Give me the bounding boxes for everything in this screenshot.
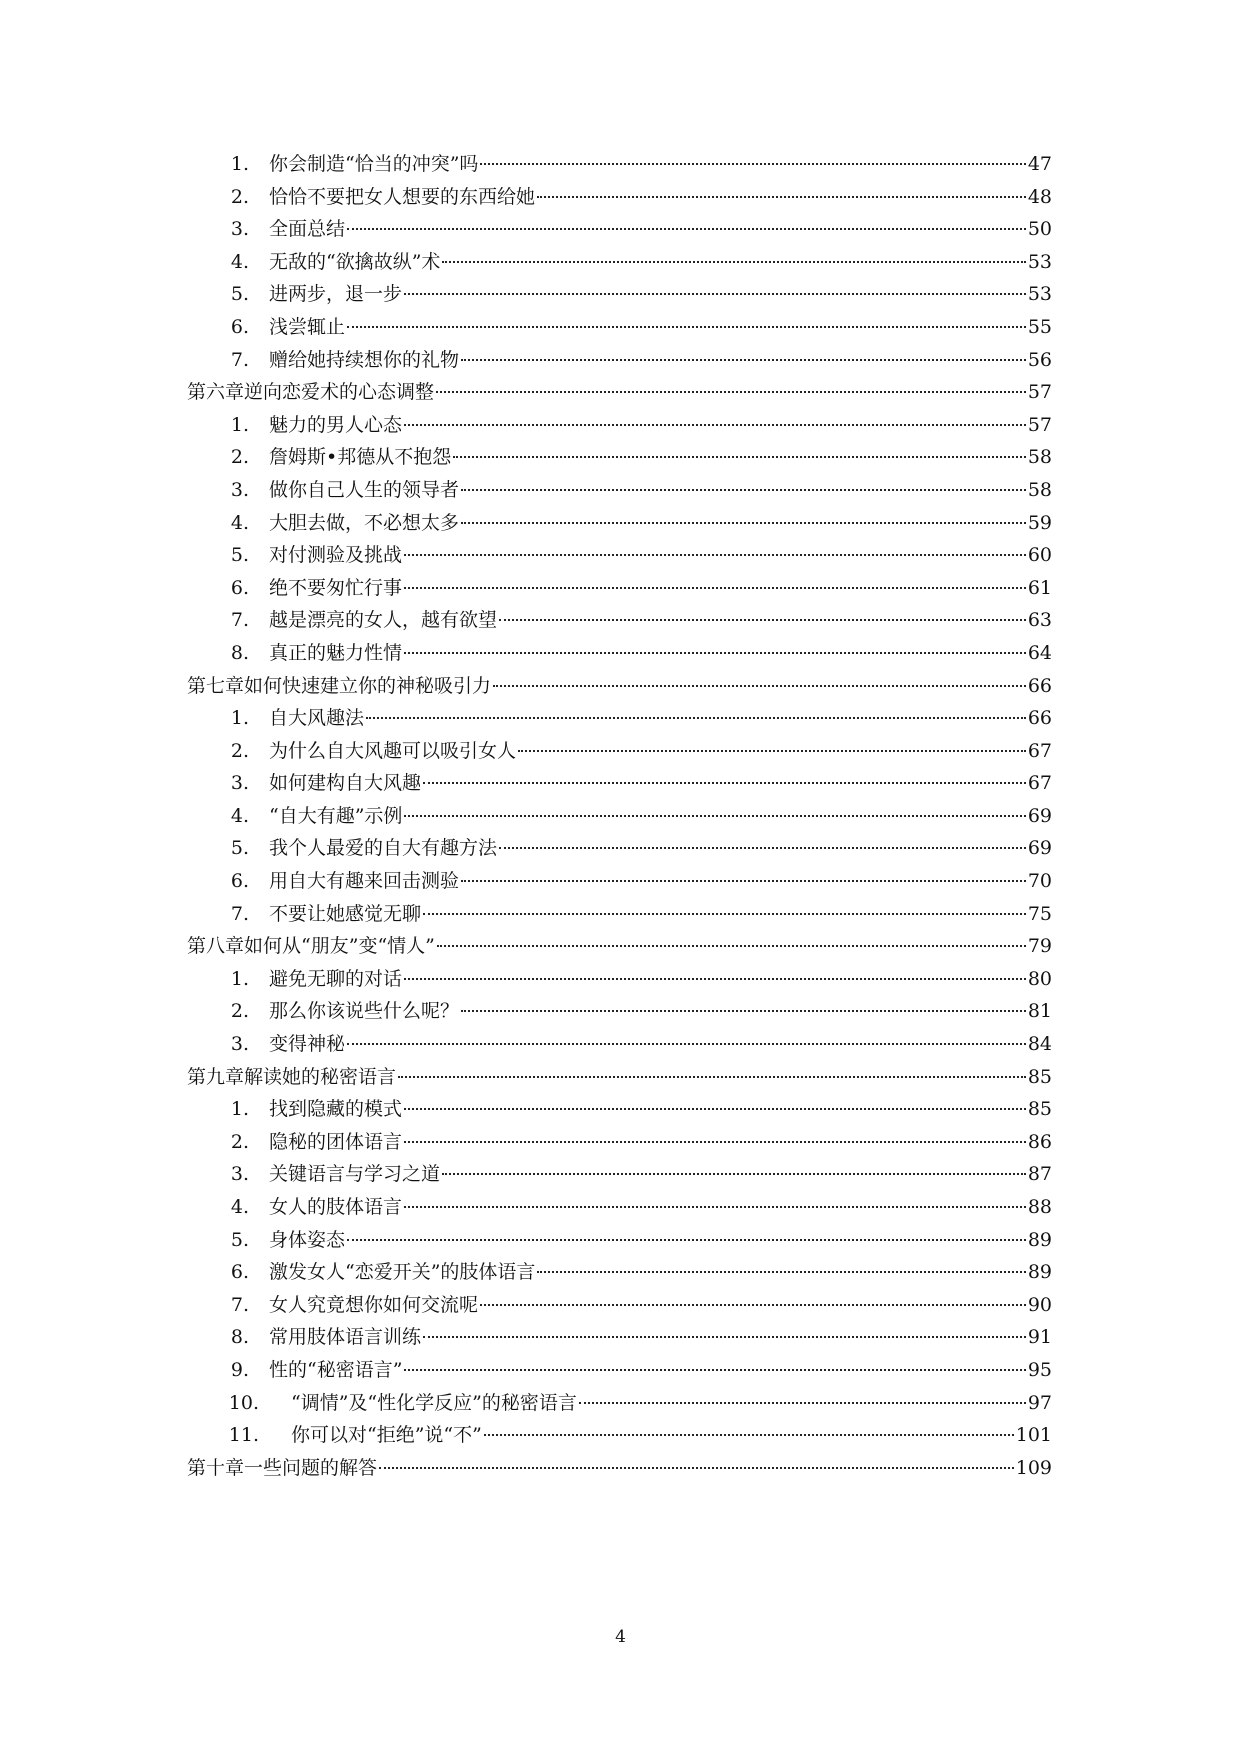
page-reference: 66 [1027,674,1052,697]
section-number: 10. [228,1391,259,1414]
section-title: 自大风趣法 [269,707,365,730]
page-reference: 57 [1027,381,1052,404]
section-number: 2. [230,739,249,762]
toc-section-entry[interactable] [187,767,1052,800]
dot-leader [404,424,1026,426]
section-number: 4. [230,804,249,827]
dot-leader [404,815,1025,817]
section-title: 避免无聊的对话 [269,967,403,990]
section-number: 6. [230,1261,249,1284]
section-number: 1. [230,967,249,990]
toc-section-entry[interactable] [187,1158,1052,1191]
chapter-title: 如何从“朋友”变“情人” [244,935,435,958]
section-number: 1. [230,413,249,436]
toc-section-entry[interactable] [187,1191,1052,1224]
section-number: 5. [230,544,249,567]
section-title: 关键语言与学习之道 [269,1163,441,1186]
page-reference: 75 [1027,902,1052,925]
section-title: 找到隐藏的模式 [269,1098,403,1121]
section-number: 7. [230,609,249,632]
dot-leader [423,913,1026,915]
section-title: 无敌的“欲擒故纵”术 [269,250,441,273]
toc-section-entry[interactable] [187,735,1052,768]
page-reference: 50 [1027,218,1052,241]
dot-leader [518,750,1026,752]
dot-leader [347,326,1026,328]
dot-leader [404,1206,1026,1208]
section-title: 浅尝辄止 [269,315,346,338]
page-reference: 89 [1027,1261,1052,1284]
page-reference: 53 [1027,283,1052,306]
toc-section-entry[interactable] [187,148,1052,181]
page-reference: 81 [1027,1000,1052,1023]
section-title: 对付测验及挑战 [269,544,403,567]
toc-section-entry[interactable] [187,800,1052,833]
toc-section-entry[interactable] [187,832,1052,865]
table-of-contents [187,148,1052,1484]
section-title: 恰恰不要把女人想要的东西给她 [269,185,536,208]
page-reference: 70 [1027,870,1052,893]
section-number: 3. [230,218,249,241]
section-number: 11. [228,1424,259,1447]
section-number: 8. [230,641,249,664]
toc-section-entry[interactable] [187,1224,1052,1257]
page-reference: 69 [1027,804,1052,827]
section-number: 3. [230,1033,249,1056]
dot-leader [404,587,1026,589]
section-number: 6. [230,315,249,338]
toc-section-entry[interactable] [187,409,1052,442]
section-number: 2. [230,185,249,208]
toc-section-entry[interactable] [187,441,1052,474]
section-number: 8. [230,1326,249,1349]
section-title: 不要让她感觉无聊 [269,902,422,925]
toc-section-entry[interactable] [187,1028,1052,1061]
toc-section-entry[interactable] [187,1126,1052,1159]
toc-section-entry[interactable] [187,474,1052,507]
page-reference: 57 [1027,413,1052,436]
section-title: 赠给她持续想你的礼物 [269,348,460,371]
chapter-title: 解读她的秘密语言 [244,1065,397,1088]
section-title: 女人究竟想你如何交流呢 [269,1293,479,1316]
section-title: 为什么自大风趣可以吸引女人 [269,739,517,762]
section-title: 那么你该说些什么呢？ [269,1000,460,1023]
page-reference: 80 [1027,967,1052,990]
chapter-number: 第九章 [187,1065,245,1088]
section-number: 1. [230,707,249,730]
dot-leader [404,978,1026,980]
section-number: 4. [230,511,249,534]
section-number: 7. [230,348,249,371]
section-title: 女人的肢体语言 [269,1196,403,1218]
section-title: 我个人最爱的自大有趣方法 [269,837,498,860]
toc-section-entry[interactable] [187,311,1052,344]
toc-section-entry[interactable] [187,604,1052,637]
section-number: 1. [230,153,249,175]
section-number: 3. [230,1163,249,1186]
section-title: 激发女人“恋爱开关”的肢体语言 [269,1261,536,1284]
dot-leader [461,1010,1026,1012]
toc-section-entry[interactable] [187,507,1052,540]
dot-leader [453,456,1026,458]
section-number: 5. [230,283,249,306]
section-number: 5. [230,837,249,860]
chapter-number: 第十章 [187,1456,245,1479]
dot-leader [461,359,1026,361]
section-title: “调情”及“性化学反应”的秘密语言 [291,1391,577,1414]
toc-section-entry[interactable] [187,1256,1052,1289]
page-reference: 53 [1027,250,1052,273]
dot-leader [461,880,1026,882]
toc-section-entry[interactable] [187,1093,1052,1126]
toc-section-entry[interactable] [187,1289,1052,1322]
section-title: 詹姆斯•邦德从不抱怨 [269,446,452,469]
page-reference: 91 [1027,1326,1052,1349]
page-reference: 59 [1027,511,1052,534]
page-reference: 47 [1027,153,1052,175]
section-title: 全面总结 [269,218,346,241]
section-number: 6. [230,576,249,599]
toc-section-entry[interactable] [187,995,1052,1028]
toc-section-entry[interactable] [187,181,1052,214]
section-number: 5. [230,1228,249,1251]
toc-section-entry[interactable] [187,278,1052,311]
dot-leader [442,1173,1026,1175]
page-reference: 86 [1027,1130,1052,1153]
toc-chapter-entry[interactable] [187,1061,1052,1094]
chapter-title: 如何快速建立你的神秘吸引力 [244,674,492,697]
dot-leader [461,522,1026,524]
section-title: “自大有趣”示例 [269,804,403,827]
page-reference: 67 [1027,739,1052,762]
toc-section-entry[interactable] [187,539,1052,572]
page-reference: 85 [1027,1098,1052,1121]
toc-section-entry[interactable] [187,246,1052,279]
section-number: 7. [230,1293,249,1316]
dot-leader [436,391,1026,393]
section-title: 用自大有趣来回击测验 [269,870,460,893]
chapter-number: 第八章 [187,935,245,958]
chapter-title: 一些问题的解答 [244,1456,378,1479]
section-title: 魅力的男人心态 [269,413,403,436]
chapter-number: 第七章 [187,674,245,697]
page-number: 4 [615,1627,626,1647]
section-number: 3. [230,772,249,795]
toc-section-entry[interactable] [187,572,1052,605]
dot-leader [499,847,1026,849]
section-number: 4. [230,1196,249,1218]
page-reference: 58 [1027,478,1052,501]
toc-section-entry[interactable] [187,1419,1052,1452]
page-reference: 87 [1027,1163,1052,1186]
dot-leader [437,945,1026,947]
dot-leader [366,717,1026,719]
section-title: 做你自己人生的领导者 [269,478,460,501]
section-title: 身体姿态 [269,1228,346,1251]
page-reference: 69 [1027,837,1052,860]
dot-leader [499,619,1026,621]
page-reference: 63 [1027,609,1052,632]
section-title: 性的“秘密语言” [269,1358,403,1381]
dot-leader [404,652,1026,654]
dot-leader [404,1369,1025,1371]
chapter-number: 第六章 [187,381,245,404]
toc-section-entry[interactable] [187,702,1052,735]
dot-leader [579,1402,1026,1404]
toc-section-entry[interactable] [187,213,1052,246]
toc-chapter-entry[interactable] [187,376,1052,409]
section-number: 1. [230,1098,249,1121]
dot-leader [379,1467,1014,1469]
page-reference: 101 [1015,1424,1052,1447]
page-reference: 88 [1027,1196,1052,1218]
section-title: 绝不要匆忙行事 [269,576,403,599]
toc-section-entry[interactable] [187,1387,1052,1420]
section-title: 你可以对“拒绝”说“不” [291,1424,482,1447]
section-number: 7. [230,902,249,925]
page-reference: 97 [1027,1391,1052,1414]
dot-leader [404,293,1026,295]
toc-section-entry[interactable] [187,637,1052,670]
dot-leader [537,196,1026,198]
chapter-title: 逆向恋爱术的心态调整 [244,381,435,404]
dot-leader [423,1336,1026,1338]
page-reference: 64 [1027,641,1052,664]
toc-section-entry[interactable] [187,1354,1052,1387]
section-title: 变得神秘 [269,1033,346,1056]
page-reference: 48 [1027,185,1052,208]
dot-leader [461,489,1026,491]
section-title: 越是漂亮的女人，越有欲望 [269,609,498,632]
section-number: 2. [230,1130,249,1153]
dot-leader [347,1239,1026,1241]
page-reference: 67 [1027,772,1052,795]
section-number: 4. [230,250,249,273]
section-title: 真正的魅力性情 [269,641,403,664]
dot-leader [347,228,1026,230]
dot-leader [404,1108,1026,1110]
page-reference: 58 [1027,446,1052,469]
dot-leader [423,782,1026,784]
toc-section-entry[interactable] [187,963,1052,996]
toc-chapter-entry[interactable] [187,930,1052,963]
section-title: 进两步，退一步 [269,283,403,306]
page-reference: 109 [1015,1456,1052,1479]
toc-chapter-entry[interactable] [187,1452,1052,1485]
page-reference: 60 [1027,544,1052,567]
toc-section-entry[interactable] [187,898,1052,931]
dot-leader [484,1434,1014,1436]
page-reference: 55 [1027,315,1052,338]
dot-leader [347,1043,1026,1045]
page-reference: 89 [1027,1228,1052,1251]
section-number: 6. [230,870,249,893]
section-number: 2. [230,1000,249,1023]
section-title: 隐秘的团体语言 [269,1130,403,1153]
dot-leader [537,1271,1025,1273]
page-reference: 66 [1027,707,1052,730]
dot-leader [404,1141,1026,1143]
dot-leader [398,1076,1026,1078]
dot-leader [480,163,1025,165]
section-number: 2. [230,446,249,469]
page-reference: 61 [1027,576,1052,599]
dot-leader [480,1304,1026,1306]
page-reference: 85 [1027,1065,1052,1088]
section-number: 9. [230,1358,249,1381]
section-number: 3. [230,478,249,501]
dot-leader [442,261,1025,263]
toc-section-entry[interactable] [187,344,1052,377]
dot-leader [404,554,1026,556]
toc-section-entry[interactable] [187,865,1052,898]
dot-leader [493,685,1026,687]
section-title: 常用肢体语言训练 [269,1326,422,1349]
page-reference: 95 [1027,1358,1052,1381]
page-reference: 90 [1027,1293,1052,1316]
page-reference: 56 [1027,348,1052,371]
toc-chapter-entry[interactable] [187,670,1052,703]
page-reference: 79 [1027,935,1052,958]
page-reference: 84 [1027,1033,1052,1056]
toc-section-entry[interactable] [187,1321,1052,1354]
section-title: 如何建构自大风趣 [269,772,422,795]
section-title: 大胆去做，不必想太多 [269,511,460,534]
section-title: 你会制造“恰当的冲突”吗 [269,153,479,175]
